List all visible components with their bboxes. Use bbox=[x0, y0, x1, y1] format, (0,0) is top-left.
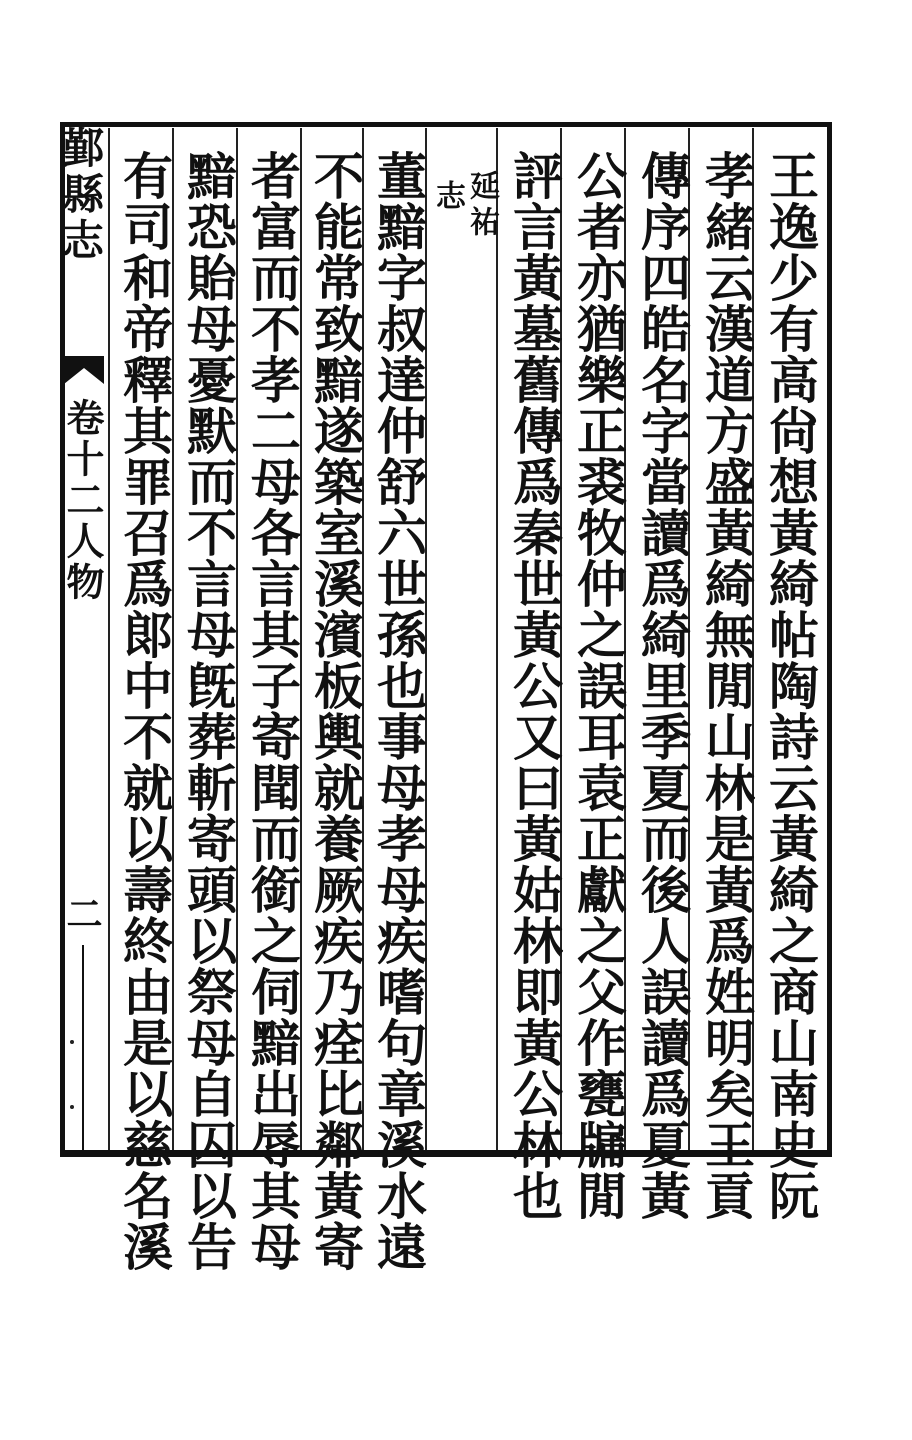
margin-dot bbox=[70, 1040, 74, 1044]
text-column-3: 傳序四皓名字當讀爲綺里季夏而後人誤讀爲夏黃 bbox=[633, 150, 692, 1221]
text-column-7: 不能常致黯遂築室溪濱板輿就養厥疾乃痊比鄰黃寄 bbox=[306, 150, 365, 1272]
column-rule bbox=[108, 128, 110, 1150]
text-column-9: 黯恐貽母憂默而不言母旣葬斬寄頭以祭母自囚以告 bbox=[179, 150, 238, 1272]
volume-label: 卷十二人物 bbox=[60, 398, 105, 603]
margin-line bbox=[82, 945, 84, 1150]
text-column-2: 孝緒云漢道方盛黃綺無閒山林是黃爲姓明矣王貢 bbox=[697, 150, 756, 1221]
text-column-8: 者富而不孝二母各言其子寄聞而銜之伺黯出辱其母 bbox=[243, 150, 302, 1272]
text-column-1: 王逸少有高尙想黃綺帖陶詩云黃綺之商山南史阮 bbox=[761, 150, 820, 1221]
source-note-1: 延祐 bbox=[464, 170, 499, 242]
fish-tail-icon bbox=[64, 356, 104, 396]
text-column-5: 評言黃墓舊傳爲秦世黃公又曰黃姑林即黃公林也 bbox=[505, 150, 564, 1221]
page-number: 二 bbox=[61, 895, 103, 931]
text-column-6: 董黯字叔達仲舒六世孫也事母孝母疾嗜句章溪水遠 bbox=[369, 150, 428, 1272]
book-title: 鄞縣志 bbox=[56, 126, 105, 264]
text-column-10: 有司和帝釋其罪召爲郞中不就以壽終由是以慈名溪 bbox=[115, 150, 174, 1272]
text-column-4: 公者亦猶樂正裘牧仲之誤耳袁正獻之父作甕牖閒 bbox=[569, 150, 628, 1221]
margin-dot bbox=[70, 1105, 74, 1109]
column-rule bbox=[496, 128, 498, 1150]
source-note-2: 志 bbox=[430, 180, 465, 216]
